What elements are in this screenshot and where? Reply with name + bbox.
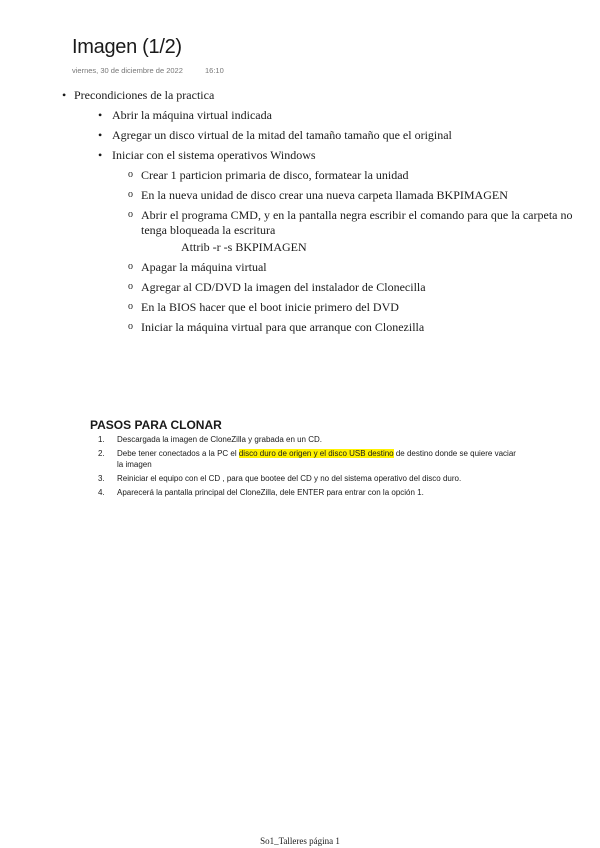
list-item: o En la BIOS hacer que el boot inicie primero del DVD <box>128 300 582 315</box>
step-text-pre: Debe tener conectados a la PC el <box>117 449 239 458</box>
step-text: Descargada la imagen de CloneZilla y grabada en un CD. <box>117 435 323 444</box>
step-number: 3. <box>98 474 105 483</box>
list-item <box>98 473 518 484</box>
step-text: Aparecerá la pantalla principal del CloneZilla, dele ENTER para entrar con la opción 1. <box>117 488 424 497</box>
step-text-post: de destino donde se quiere vaciar la imagen <box>117 449 516 469</box>
page-time: 16:10 <box>205 66 224 75</box>
step-number: 2. <box>98 449 105 458</box>
list-item-label: Iniciar con el sistema operativos Windows <box>112 148 316 162</box>
page-title: Imagen (1/2) <box>72 36 182 58</box>
list-item <box>98 148 582 335</box>
command-text: Attrib -r -s BKPIMAGEN <box>181 240 307 254</box>
list-item: o Agregar al CD/DVD la imagen del instalador de Clonecilla <box>128 280 582 295</box>
list-item <box>128 208 582 255</box>
clone-steps-list <box>98 434 518 501</box>
list-item: o En la nueva unidad de disco crear una nueva carpeta llamada BKPIMAGEN <box>128 188 582 203</box>
step-text: Reiniciar el equipo con el CD , para que bootee del CD y no del sistema operativo del disco duro. <box>117 474 462 483</box>
preconditions-heading: Precondiciones de la practica <box>74 88 215 102</box>
list-item: o Apagar la máquina virtual <box>128 260 582 275</box>
step-number: 4. <box>98 488 105 497</box>
list-item: o Iniciar la máquina virtual para que arranque con Clonezilla <box>128 320 582 335</box>
list-item <box>98 434 518 445</box>
preconditions-items <box>98 108 582 335</box>
step-number: 1. <box>98 435 105 444</box>
list-item: o Crear 1 particion primaria de disco, formatear la unidad <box>128 168 582 183</box>
windows-steps <box>128 168 582 335</box>
highlighted-text: disco duro de origen y el disco USB destino <box>238 449 394 458</box>
list-item: • Agregar un disco virtual de la mitad del tamaño tamaño que el original <box>98 128 582 143</box>
clone-steps-heading: PASOS PARA CLONAR <box>90 418 222 432</box>
page-date: viernes, 30 de diciembre de 2022 <box>72 66 183 75</box>
preconditions-list <box>62 88 582 340</box>
list-item-label: Abrir el programa CMD, y en la pantalla negra escribir el comando para que la carpeta no tenga bloqueada la escritura <box>141 208 573 237</box>
list-item <box>98 487 518 498</box>
page-footer: So1_Talleres página 1 <box>260 836 340 846</box>
page-meta <box>72 66 224 75</box>
list-item: • Abrir la máquina virtual indicada <box>98 108 582 123</box>
list-item <box>62 88 582 335</box>
list-item <box>98 448 518 470</box>
